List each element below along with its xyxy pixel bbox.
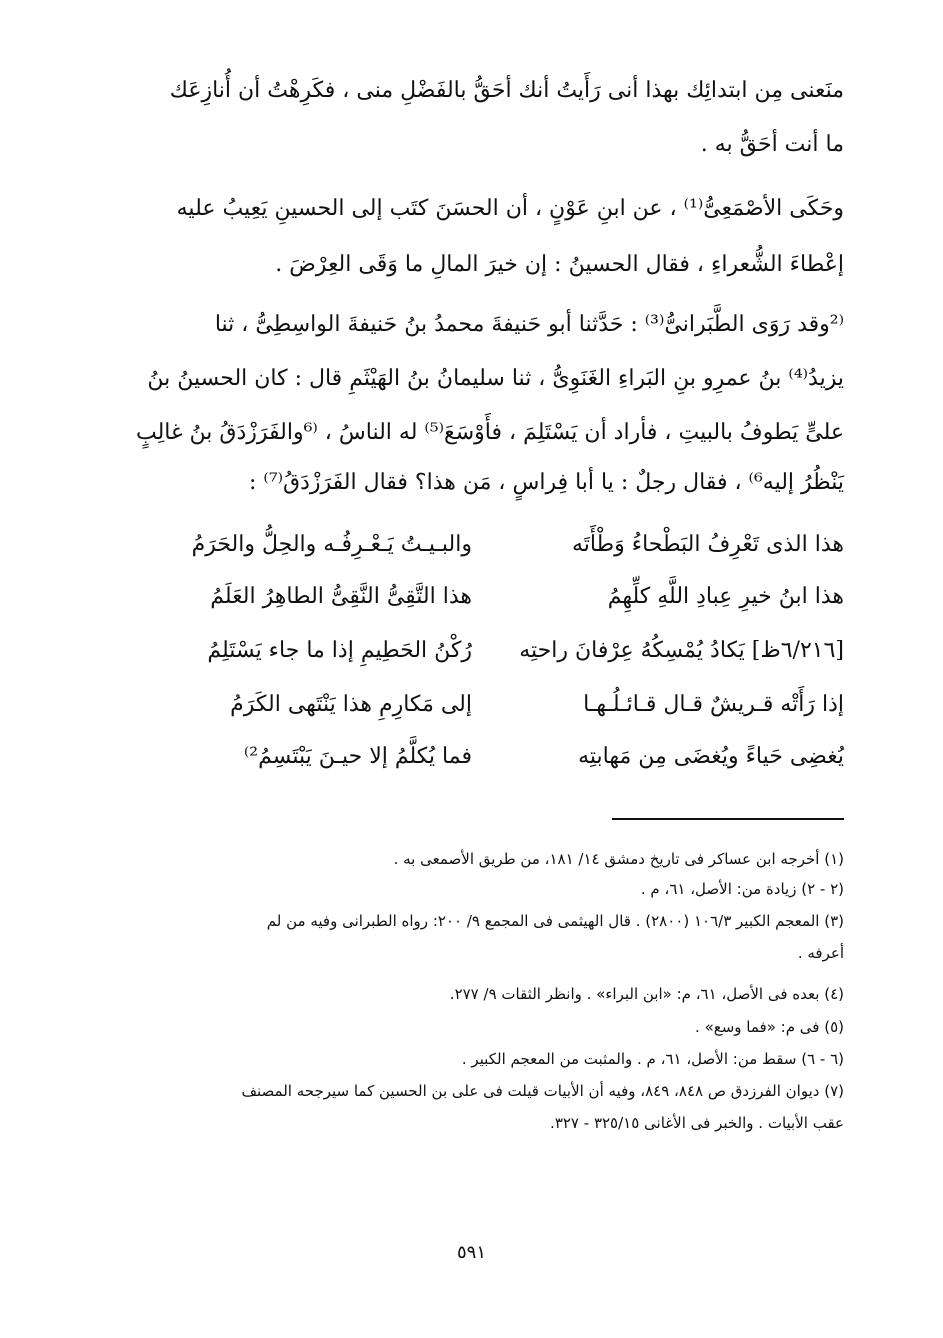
poem-hemistich-first: يُغضِى حَياءً ويُغضَى مِن مَهابتِه bbox=[578, 744, 844, 769]
footnote: (٦ - ٦) سقط من: الأصل، ٦١، م . والمثبت من المعجم الكبير . bbox=[461, 1050, 844, 1068]
footnote-separator bbox=[612, 818, 844, 820]
poem-hemistich-first: هذا ابنُ خيرِ عِبادِ اللَّهِ كلِّهِمُ bbox=[607, 584, 844, 609]
text-line: يزيدُ⁽⁴⁾ بنُ عمرِو بنِ البَراءِ الغَنَوِىُّ ، ثنا سليمانُ بنُ الهَيْثَمِ قال : كان الحسينُ بنُ bbox=[147, 366, 844, 391]
text-line: ⁽²وقد رَوَى الطَّبَرانىُّ⁽³⁾ : حَدَّثنا أبو حَنيفةَ محمدُ بنُ حَنيفةَ الواسِطِىُّ ، ثنا bbox=[214, 312, 844, 337]
text-line: منَعنى مِن ابتدائِك بهذا أنى رَأَيتُ أنك أحَقُّ بالفَضْلِ منى ، فكَرِهْتُ أن أُنازِعَك bbox=[169, 78, 844, 103]
text-line: ما أنت أحَقُّ به . bbox=[700, 132, 844, 157]
footnote: (٣) المعجم الكبير ١٠٦/٣ (٢٨٠٠) . قال الهيثمى فى المجمع ٩/ ٢٠٠: رواه الطبرانى وفيه من لم bbox=[266, 912, 844, 930]
footnote: (٧) ديوان الفرزدق ص ٨٤٨، ٨٤٩، وفيه أن الأبيات قيلت فى على بن الحسين كما سيرجحه المصنف bbox=[241, 1082, 844, 1100]
poem-hemistich-first: إذا رَأَتْه قـريشٌ قـال قـائـلُـهـا bbox=[583, 692, 844, 717]
page-number: ٥٩١ bbox=[456, 1242, 486, 1263]
poem-verse bbox=[132, 532, 844, 572]
footnote: (٢ - ٢) زيادة من: الأصل، ٦١، م . bbox=[640, 880, 844, 898]
poem-hemistich-second: والبـيـتُ يَـعْـرِفُـه والحِلُّ والحَرَمُ bbox=[191, 532, 472, 557]
poem-hemistich-second: هذا التَّقِىُّ النَّقِىُّ الطاهِرُ العَلَمُ bbox=[210, 584, 472, 609]
text-line: وحَكَى الأصْمَعِىُّ⁽¹⁾ ، عن ابنِ عَوْنٍ ، أن الحسَنَ كتَب إلى الحسينِ يَعِيبُ عليه bbox=[176, 196, 844, 221]
footnote: (٤) بعده فى الأصل، ٦١، م: «ابن البراء» . وانظر الثقات ٩/ ٢٧٧. bbox=[449, 985, 844, 1003]
footnote: (٥) فى م: «فما وسع» . bbox=[695, 1018, 844, 1036]
footnote: (١) أخرجه ابن عساكر فى تاريخ دمشق ١٤/ ١٨١، من طريق الأصمعى به . bbox=[393, 850, 844, 868]
footnote: عقب الأبيات . والخبر فى الأغانى ٣٢٥/١٥ - ٣٢٧. bbox=[550, 1114, 844, 1132]
footnote: أعرفه . bbox=[797, 944, 844, 962]
poem-verse bbox=[132, 692, 844, 732]
poem-hemistich-second: إلى مَكارِمِ هذا يَنْتَهى الكَرَمُ bbox=[230, 692, 472, 717]
text-line: يَنْظُرُ إليه⁶⁾ ، فقال رجلٌ : يا أبا فِراسٍ ، مَن هذا؟ فقال الفَرَزْدَقُ⁽⁷⁾ : bbox=[249, 470, 844, 495]
text-line: إعْطاءَ الشُّعراءِ ، فقال الحسينُ : إن خيرَ المالِ ما وَقَى العِرْضَ . bbox=[275, 252, 844, 277]
poem-verse bbox=[132, 744, 844, 784]
poem-hemistich-second: رُكْنُ الحَطِيمِ إذا ما جاء يَسْتَلِمُ bbox=[207, 638, 472, 663]
poem-hemistich-first: [٦/٢١٦ظ] يَكادُ يُمْسِكُهُ عِرْفانَ راحتِه bbox=[519, 638, 844, 663]
poem-hemistich-second: فما يُكلَّمُ إلا حيـنَ يَبْتَسِمُ²⁾ bbox=[243, 744, 472, 769]
poem-verse bbox=[132, 584, 844, 624]
text-line: علىٍّ يَطوفُ بالبيتِ ، فأراد أن يَسْتَلِمَ ، فأَوْسَعَ⁽⁵⁾ له الناسُ ، ⁽⁶والفَرَزْدَقُ بنُ غالِبٍ bbox=[136, 420, 844, 445]
poem-verse bbox=[132, 638, 844, 678]
poem-hemistich-first: هذا الذى تَعْرِفُ البَطْحاءُ وَطْأَتَه bbox=[571, 532, 844, 557]
